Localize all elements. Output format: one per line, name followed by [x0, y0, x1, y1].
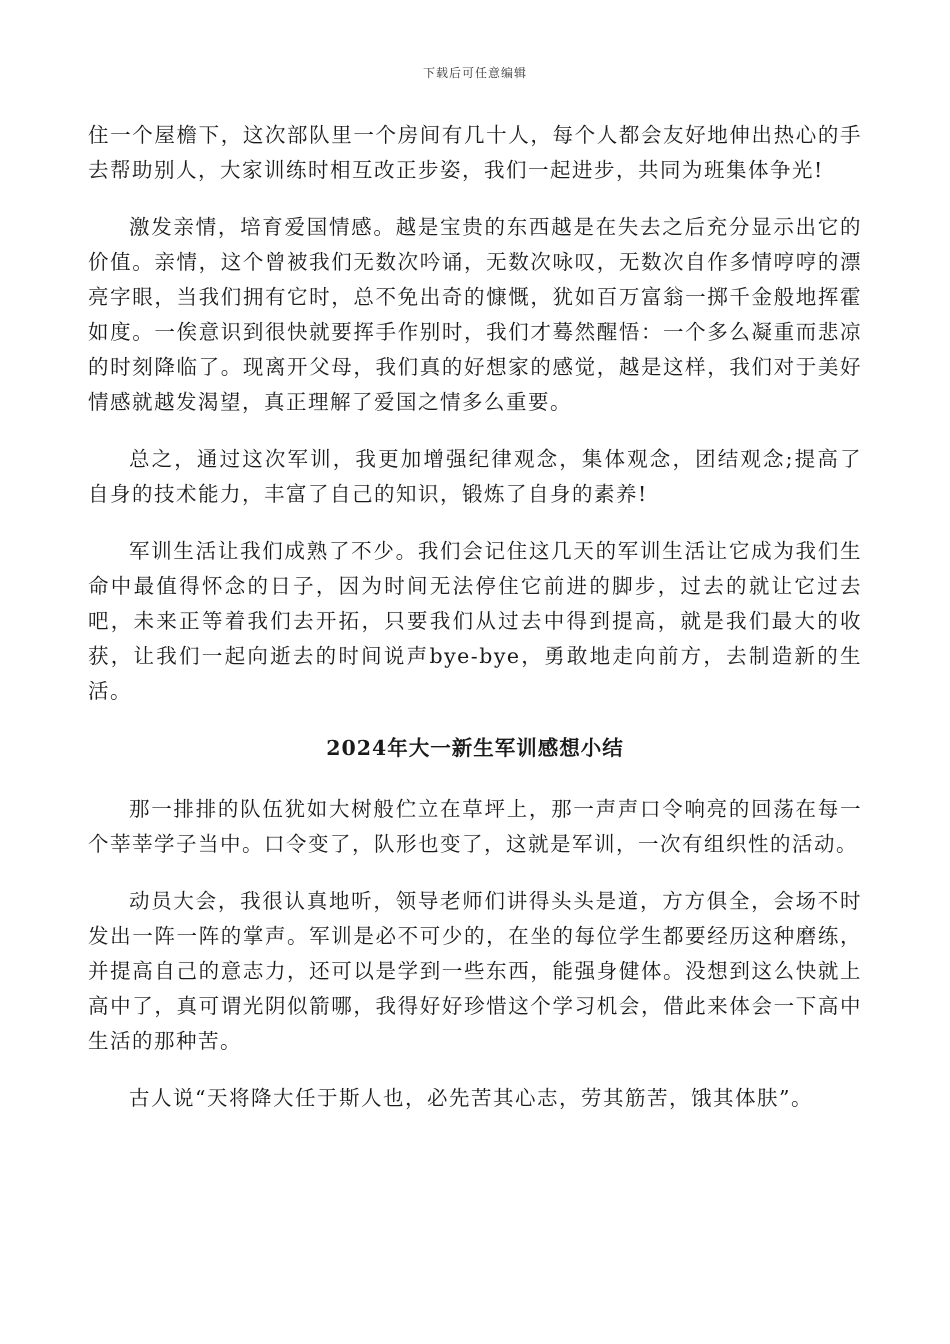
paragraph: 那一排排的队伍犹如大树般伫立在草坪上，那一声声口令响亮的回荡在每一个莘莘学子当中。口令变了，队形也变了，这就是军训，一次有组织性的活动。 [88, 797, 862, 856]
paragraph: 军训生活让我们成熟了不少。我们会记住这几天的军训生活让它成为我们生命中最值得怀念的日子，因为时间无法停住它前进的脚步，过去的就让它过去吧，未来正等着我们去开拓，只要我们从过去中得到提高，就是我们最大的收获，让我们一起向逝去的时间说声bye-bye，勇敢地走向前方，去制造新的生活。 [88, 539, 862, 703]
paragraph: 激发亲情，培育爱国情感。越是宝贵的东西越是在失去之后充分显示出它的价值。亲情，这个曾被我们无数次吟诵，无数次咏叹，无数次自作多情哼哼的漂亮字眼，当我们拥有它时，总不免出奇的慷慨，犹如百万富翁一掷千金般地挥霍如度。一俟意识到很快就要挥手作别时，我们才蓦然醒悟：一个多么凝重而悲凉的时刻降临了。现离开父母，我们真的好想家的感觉，越是这样，我们对于美好情感就越发渴望，真正理解了爱国之情多么重要。 [88, 215, 862, 414]
page-header: 下载后可任意编辑 [422, 66, 527, 80]
section-title: 2024年大一新生军训感想小结 [326, 736, 624, 760]
paragraph: 总之，通过这次军训，我更加增强纪律观念，集体观念，团结观念;提高了自身的技术能力，丰富了自己的知识，锻炼了自身的素养! [88, 447, 862, 506]
paragraph: 古人说“天将降大任于斯人也，必先苦其心志，劳其筋苦，饿其体肤”。 [129, 1086, 813, 1110]
document-body [88, 118, 862, 1138]
paragraph: 住一个屋檐下，这次部队里一个房间有几十人，每个人都会友好地伸出热心的手去帮助别人，大家训练时相互改正步姿，我们一起进步，共同为班集体争光! [88, 123, 862, 182]
paragraph: 动员大会，我很认真地听，领导老师们讲得头头是道，方方俱全，会场不时发出一阵一阵的掌声。军训是必不可少的，在坐的每位学生都要经历这种磨练，并提高自己的意志力，还可以是学到一些东西，能强身健体。没想到这么快就上高中了，真可谓光阴似箭哪，我得好好珍惜这个学习机会，借此来体会一下高中生活的那种苦。 [88, 889, 862, 1053]
